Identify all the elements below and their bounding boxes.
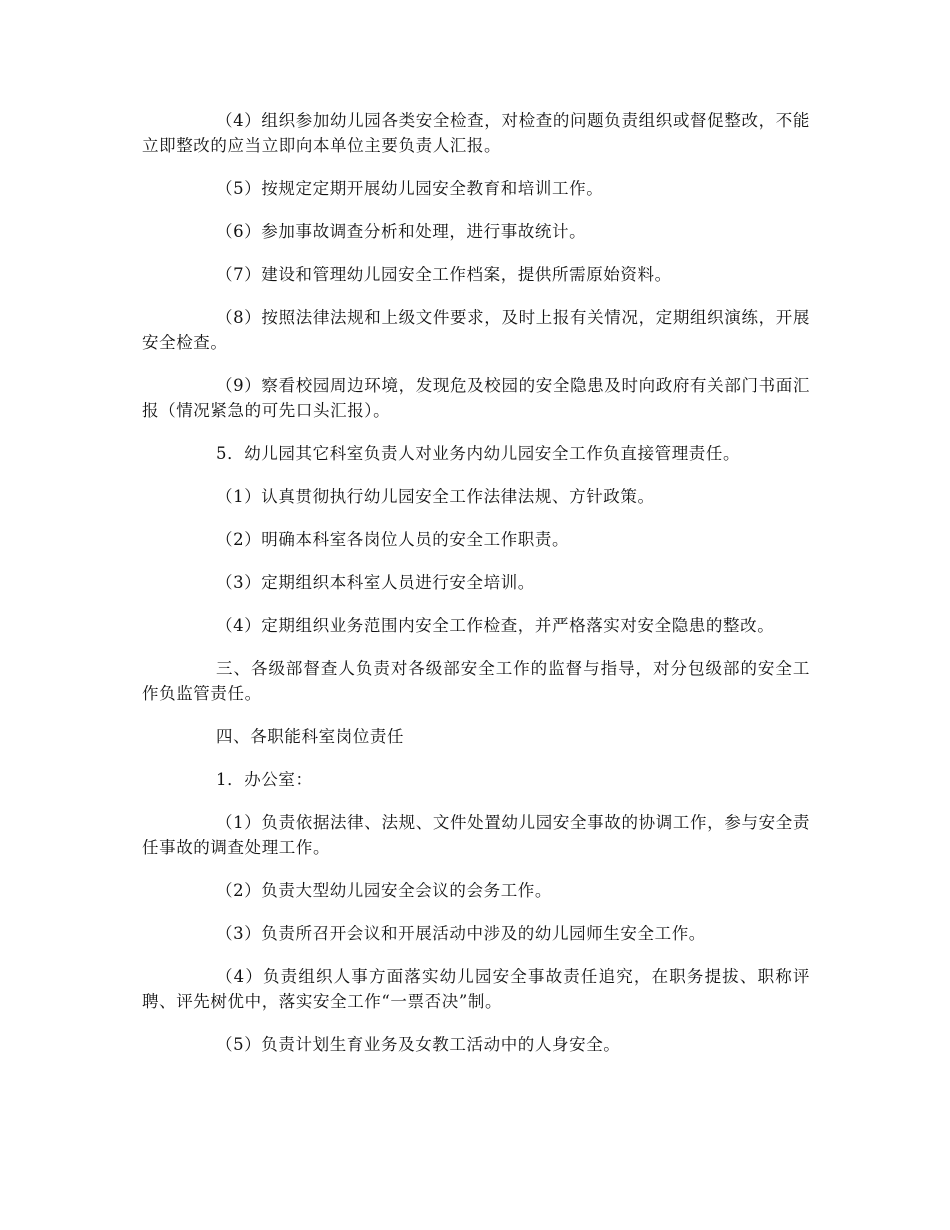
paragraph: （3）负责所召开会议和开展活动中涉及的幼儿园师生安全工作。 [216, 924, 706, 943]
paragraph: （1）认真贯彻执行幼儿园安全工作法律法规、方针政策。 [216, 487, 655, 506]
paragraph: （2）负责大型幼儿园安全会议的会务工作。 [216, 881, 552, 900]
paragraph: （7）建设和管理幼儿园安全工作档案，提供所需原始资料。 [216, 265, 672, 284]
paragraph: （4）组织参加幼儿园各类安全检查，对检查的问题负责组织或督促整改，不能立即整改的应当立即向本单位主要负责人汇报。 [142, 111, 810, 155]
paragraph: （5）负责计划生育业务及女教工活动中的人身安全。 [216, 1035, 621, 1054]
paragraph: （9）察看校园周边环境，发现危及校园的安全隐患及时向政府有关部门书面汇报（情况紧急的可先口头汇报）。 [142, 376, 810, 420]
paragraph: （5）按规定定期开展幼儿园安全教育和培训工作。 [216, 179, 604, 198]
paragraph: （3）定期组织本科室人员进行安全培训。 [216, 573, 535, 592]
section-heading: 四、各职能科室岗位责任 [216, 727, 405, 746]
paragraph: （4）定期组织业务范围内安全工作检查，并严格落实对安全隐患的整改。 [216, 616, 775, 635]
paragraph: （1）负责依据法律、法规、文件处置幼儿园安全事故的协调工作，参与安全责任事故的调查处理工作。 [142, 813, 810, 857]
paragraph: （6）参加事故调查分析和处理，进行事故统计。 [216, 222, 587, 241]
paragraph: （4）负责组织人事方面落实幼儿园安全事故责任追究，在职务提拔、职称评聘、评先树优中，落实安全工作“一票否决”制。 [142, 967, 810, 1011]
paragraph: （2）明确本科室各岗位人员的安全工作职责。 [216, 530, 570, 549]
subsection-heading: 1．办公室： [216, 770, 313, 789]
paragraph: 5．幼儿园其它科室负责人对业务内幼儿园安全工作负直接管理责任。 [216, 444, 741, 463]
document-body [142, 108, 810, 1075]
section-heading: 三、各级部督查人负责对各级部安全工作的监督与指导，对分包级部的安全工作负监管责任。 [142, 659, 810, 703]
paragraph: （8）按照法律法规和上级文件要求，及时上报有关情况，定期组织演练，开展安全检查。 [142, 308, 810, 352]
